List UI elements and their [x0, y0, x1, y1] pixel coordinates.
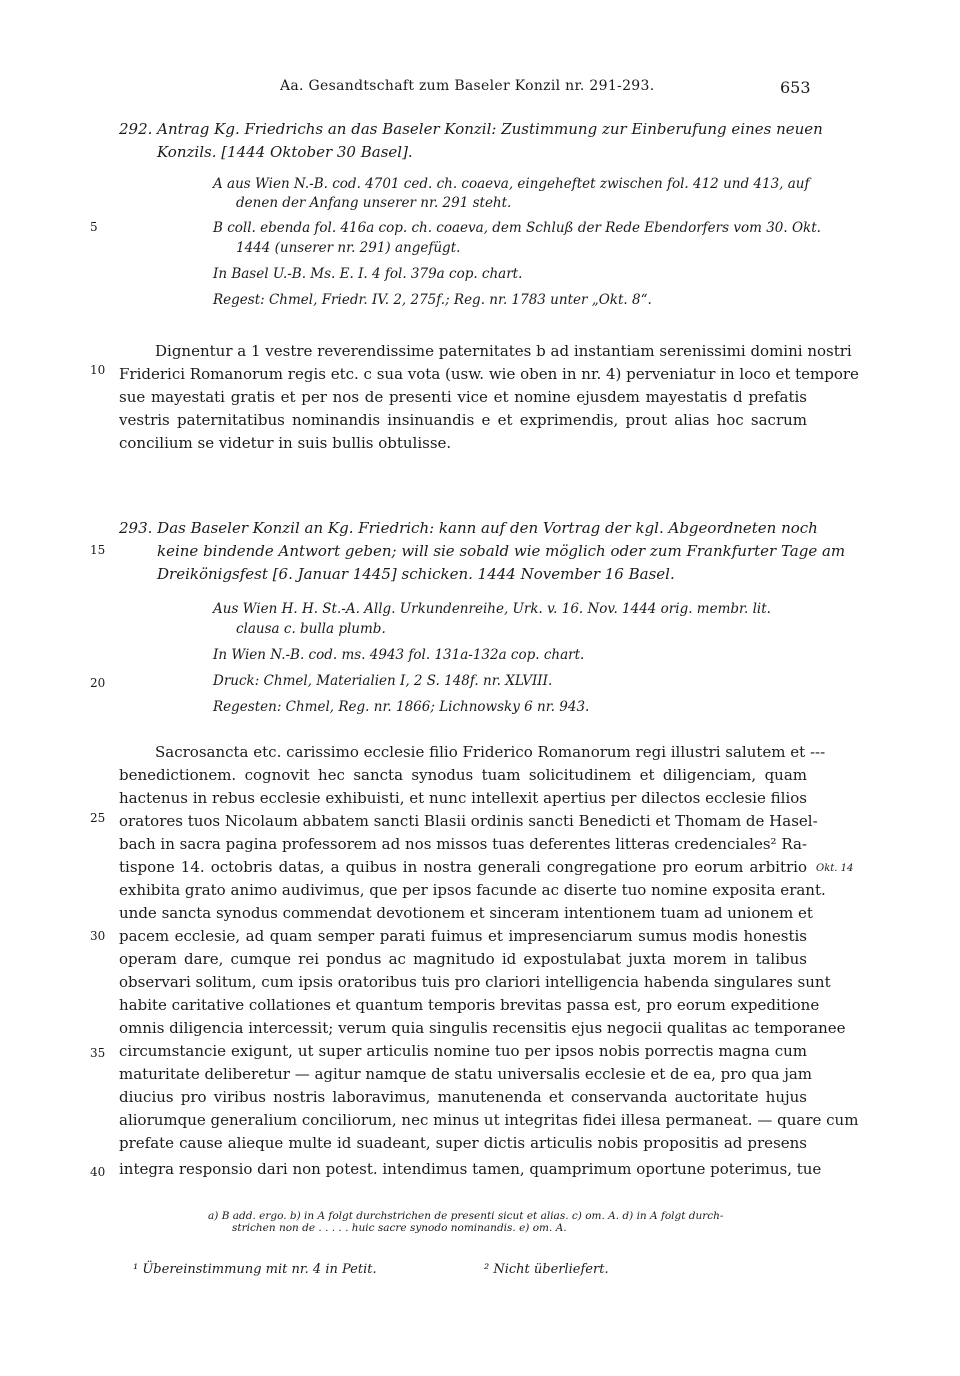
- doc293-text-line: bach in sacra pagina professorem ad nos missos tuas deferentes litteras credenciales² Ra-: [119, 835, 807, 853]
- line-number: 10: [90, 363, 106, 377]
- page-number: 653: [780, 78, 811, 97]
- doc292-text-line: vestris paternitatibus nominandis insinuandis e et exprimendis, prout alias hoc sacrum: [119, 411, 807, 429]
- doc292-heading-line2: Konzils. [1444 Oktober 30 Basel].: [157, 143, 413, 161]
- doc293-text-line: integra responsio dari non potest. intendimus tamen, quamprimum oportune poterimus, tue: [119, 1160, 822, 1178]
- line-number: 20: [90, 676, 106, 690]
- doc293-text-line: circumstancie exigunt, ut super articulis nomine tuo per ipsos nobis porrectis magna cum: [119, 1042, 807, 1060]
- footnote-2: ² Nicht überliefert.: [484, 1262, 609, 1277]
- doc293-heading-line3: Dreikönigsfest [6. Januar 1445] schicken. 1444 November 16 Basel.: [157, 565, 675, 583]
- line-number: 5: [90, 220, 98, 234]
- doc292-source: 1444 (unserer nr. 291) angefügt.: [236, 240, 461, 256]
- doc293-text-line: hactenus in rebus ecclesie exhibuisti, et nunc intellexit apertius per dilectos ecclesie filios: [119, 789, 807, 807]
- line-number: 35: [90, 1046, 106, 1060]
- doc293-heading-line2: keine bindende Antwort geben; will sie sobald wie möglich oder zum Frankfurter Tage am: [157, 542, 846, 560]
- doc293-text-line: tispone 14. octobris datas, a quibus in nostra generali congregatione pro eorum arbitrio: [119, 858, 807, 876]
- doc292-source: B coll. ebenda fol. 416a cop. ch. coaeva, dem Schluß der Rede Ebendorfers vom 30. Okt.: [213, 220, 821, 236]
- doc293-text-line: aliorumque generalium conciliorum, nec minus ut integritas fidei illesa permaneat. — quare cum: [119, 1111, 859, 1129]
- doc293-text-line: oratores tuos Nicolaum abbatem sancti Blasii ordinis sancti Benedicti et Thomam de Hasel-: [119, 812, 818, 830]
- line-number: 40: [90, 1165, 106, 1179]
- doc293-text-line: unde sancta synodus commendat devotionem et sinceram intentionem tuam ad unionem et: [119, 904, 813, 922]
- doc293-text-line: operam dare, cumque rei pondus ac magnitudo id expostulabat juxta morem in talibus: [119, 950, 807, 968]
- doc293-text-line: diucius pro viribus nostris laboravimus, manutenenda et conservanda auctoritate hujus: [119, 1088, 807, 1106]
- doc292-source: In Basel U.-B. Ms. E. I. 4 fol. 379a cop. chart.: [213, 266, 523, 282]
- doc292-source: A aus Wien N.-B. cod. 4701 ced. ch. coaeva, eingeheftet zwischen fol. 412 und 413, auf: [213, 176, 810, 192]
- doc293-text-line: exhibita grato animo audivimus, que per ipsos facunde ac diserte tuo nomine exposita erant.: [119, 881, 826, 899]
- margin-date-note: Okt. 14: [816, 863, 854, 874]
- doc293-text-line: omnis diligencia intercessit; verum quia singulis recensitis ejus negocii qualitas ac temporanee: [119, 1019, 846, 1037]
- doc293-regesten: Regesten: Chmel, Reg. nr. 1866; Lichnowsky 6 nr. 943.: [213, 699, 590, 715]
- line-number: 15: [90, 543, 106, 557]
- doc293-text-line: benedictionem. cognovit hec sancta synodus tuam solicitudinem et diligenciam, quam: [119, 766, 807, 784]
- doc293-text-line: observari solitum, cum ipsis oratoribus tuis pro clariori intelligencia habenda singulares sunt: [119, 973, 831, 991]
- doc293-source: In Wien N.-B. cod. ms. 4943 fol. 131a-132a cop. chart.: [213, 647, 585, 663]
- line-number: 25: [90, 811, 106, 825]
- doc292-text-line: sue mayestati gratis et per nos de presenti vice et nomine ejusdem mayestatis d prefatis: [119, 388, 807, 406]
- doc293-heading-line1: 293. Das Baseler Konzil an Kg. Friedrich: kann auf den Vortrag der kgl. Abgeordneten noch: [119, 519, 818, 537]
- doc293-source: clausa c. bulla plumb.: [236, 621, 386, 637]
- doc292-source: denen der Anfang unserer nr. 291 steht.: [236, 195, 512, 211]
- doc292-text-line: concilium se videtur in suis bullis obtulisse.: [119, 434, 452, 452]
- doc292-heading-line1: 292. Antrag Kg. Friedrichs an das Baseler Konzil: Zustimmung zur Einberufung eines neuen: [119, 120, 823, 138]
- doc293-text-line: pacem ecclesie, ad quam semper parati fuimus et impresenciarum sumus modis honestis: [119, 927, 807, 945]
- apparatus-line2: strichen non de . . . . . huic sacre synodo nominandis. e) om. A.: [232, 1222, 567, 1234]
- line-number: 30: [90, 929, 106, 943]
- doc292-text-line: Dignentur a 1 vestre reverendissime paternitates b ad instantiam serenissimi domini nostri: [155, 342, 852, 360]
- apparatus-line1: a) B add. ergo. b) in A folgt durchstrichen de presenti sicut et alias. c) om. A. d) in A folgt durch-: [208, 1210, 724, 1222]
- doc293-text-line: maturitate deliberetur — agitur namque de statu universalis ecclesie et de ea, pro qua jam: [119, 1065, 813, 1083]
- doc293-text-line: habite caritative collationes et quantum temporis brevitas passa est, pro eorum expeditione: [119, 996, 820, 1014]
- doc293-source: Aus Wien H. H. St.-A. Allg. Urkundenreihe, Urk. v. 16. Nov. 1444 orig. membr. lit.: [213, 601, 771, 617]
- running-title: Aa. Gesandtschaft zum Baseler Konzil nr. 291-293.: [280, 78, 655, 94]
- doc293-text-line: Sacrosancta etc. carissimo ecclesie filio Friderico Romanorum regi illustri salutem et ---: [155, 743, 826, 761]
- doc292-regest: Regest: Chmel, Friedr. IV. 2, 275f.; Reg. nr. 1783 unter „Okt. 8“.: [213, 292, 652, 308]
- doc293-druck: Druck: Chmel, Materialien I, 2 S. 148f. nr. XLVIII.: [213, 673, 553, 689]
- doc293-text-line: prefate cause alieque multe id suadeant, super dictis articulis nobis propositis ad presens: [119, 1134, 807, 1152]
- doc292-text-line: Friderici Romanorum regis etc. c sua vota (usw. wie oben in nr. 4) perveniatur in loco et tempore: [119, 365, 859, 383]
- footnote-1: ¹ Übereinstimmung mit nr. 4 in Petit.: [133, 1262, 377, 1277]
